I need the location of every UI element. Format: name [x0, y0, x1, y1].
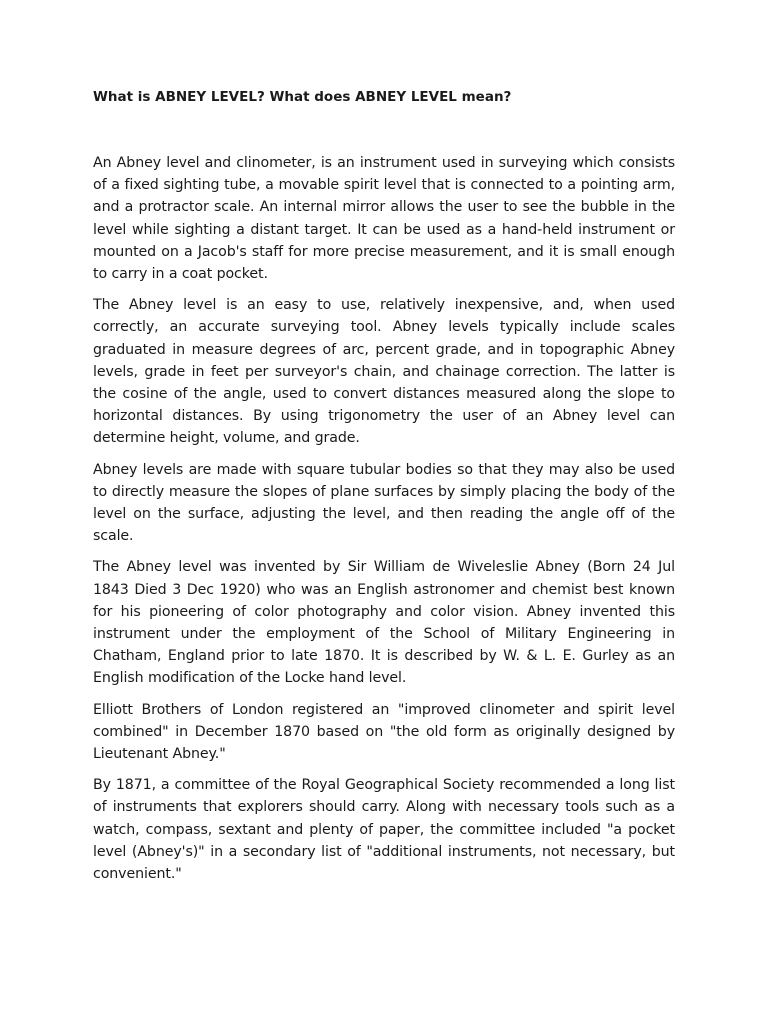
paragraph-royal-geographical-society: By 1871, a committee of the Royal Geographical Society recommended a long list of instruments that explorers should carry. Along with necessary tools such as a watch, compass, sextant and plenty of paper, the committee included "a pocket level (Abney's)" in a secondary list of "additional instruments, not necessary, but convenient."	[93, 777, 675, 883]
page-title: What is ABNEY LEVEL? What does ABNEY LEVEL mean?	[93, 89, 512, 105]
paragraph-elliott-brothers: Elliott Brothers of London registered an "improved clinometer and spirit level combined" in December 1870 based on "the old form as originally designed by Lieutenant Abney."	[93, 701, 675, 763]
paragraph-usage: The Abney level is an easy to use, relatively inexpensive, and, when used correctly, an accurate surveying tool. Abney levels typically include scales graduated in measure degrees of arc, percent grade, and in topographic Abney levels, grade in feet per surveyor's chain, and chainage correction. The latter is the cosine of the angle, used to convert distances measured along the slope to horizontal distances. By using trigonometry the user of an Abney level can determine height, volume, and grade.	[93, 297, 675, 447]
document-page	[93, 86, 675, 894]
paragraph-history: The Abney level was invented by Sir William de Wiveleslie Abney (Born 24 Jul 1843 Died 3 Dec 1920) who was an English astronomer and chemist best known for his pioneering of color photography and color vision. Abney invented this instrument under the employment of the School of Military Engineering in Chatham, England prior to late 1870. It is described by W. & L. E. Gurley as an English modification of the Locke hand level.	[93, 559, 675, 687]
paragraph-intro: An Abney level and clinometer, is an instrument used in surveying which consists of a fixed sighting tube, a movable spirit level that is connected to a pointing arm, and a protractor scale. An internal mirror allows the user to see the bubble in the level while sighting a distant target. It can be used as a hand-held instrument or mounted on a Jacob's staff for more precise measurement, and it is small enough to carry in a coat pocket.	[93, 155, 675, 283]
paragraph-construction: Abney levels are made with square tubular bodies so that they may also be used to directly measure the slopes of plane surfaces by simply placing the body of the level on the surface, adjusting the level, and then reading the angle off of the scale.	[93, 461, 675, 545]
